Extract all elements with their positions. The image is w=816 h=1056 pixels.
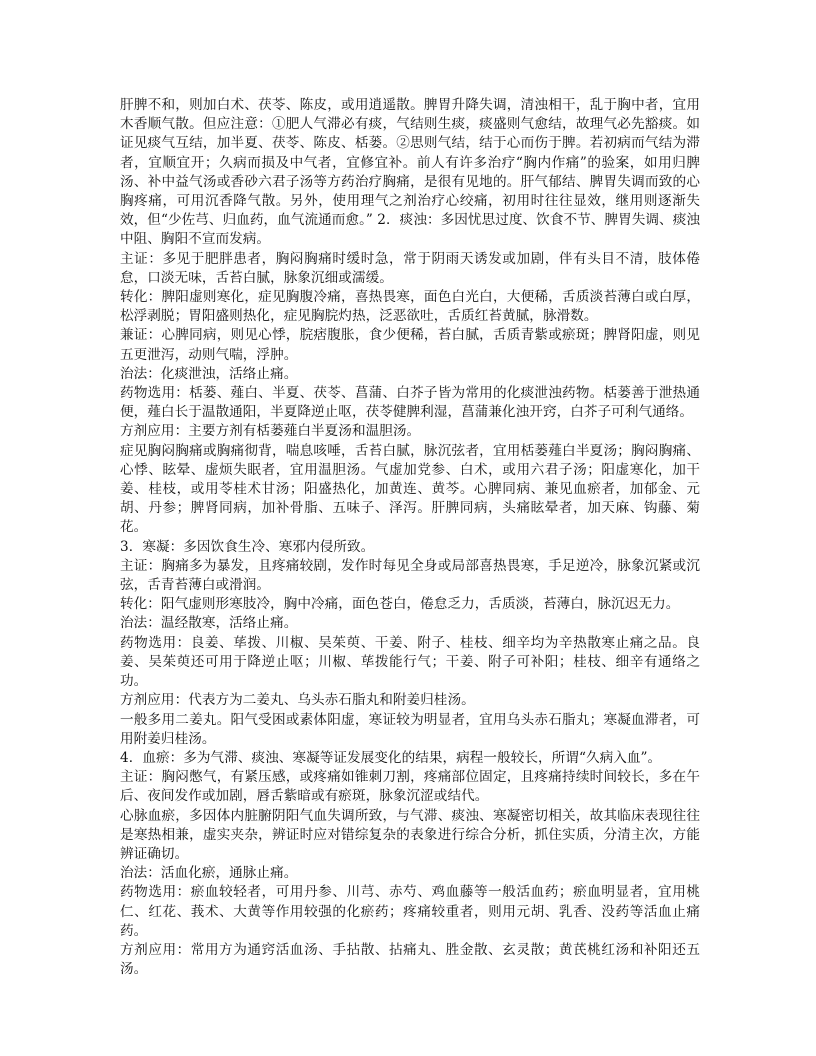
paragraph-phlegm-concurrent: 兼证：心脾同病，则见心悸，脘痞腹胀，食少便稀，苔白腻，舌质青紫或瘀斑；脾肾阳虚，则见五更泄泻，动则气喘，浮肿。 [120,327,700,363]
paragraph-stasis-analysis: 心脉血瘀，多因体内脏腑阴阳气血失调所致，与气滞、痰浊、寒凝密切相关，故其临床表现往往是寒热相兼，虚实夹杂，辨证时应对错综复杂的表象进行综合分析，抓住实质，分清主次，方能辨证确切。 [120,807,700,862]
paragraph-phlegm-transformation: 转化：脾阳虚则寒化，症见胸腹冷痛，喜热畏寒，面色白光白，大便稀，舌质淡苔薄白或白厚，松浮剥脱；胃阳盛则热化，症见胸脘灼热，泛恶欲吐，舌质红苔黄腻，脉滑数。 [120,289,700,325]
paragraph-qi-stagnation-continued: 肝脾不和，则加白术、茯苓、陈皮，或用逍遥散。脾胃升降失调，清浊相干，乱于胸中者，宜用木香顺气散。但应注意：①肥人气滞必有痰，气结则生痰，痰盛则气愈结，故理气必先豁痰。如证见痰气互结，加半夏、茯苓、陈皮、栝蒌。②思则气结，结于心而伤于脾。若初病而气结为滞者，宜顺宜开；久病而损及中气者，宜修宜补。前人有许多治疗“胸内作痛”的验案，如用归脾汤、补中益气汤或香砂六君子汤等方药治疗胸痛，是很有见地的。肝气郁结、脾胃失调而致的心胸疼痛，可用沉香降气散。另外，使用理气之剂治疗心绞痛，初用时往往显效，继用则逐渐失效，但“少佐芎、归血药，血气流通而愈。” 2．痰浊：多因忧思过度、饮食不节、脾胃失调、痰浊中阻、胸阳不宣而发病。 [120,97,700,248]
paragraph-cold-heading: 3．寒凝：多因饮食生冷、寒邪内侵所致。 [120,538,375,555]
paragraph-phlegm-drugs: 药物选用：栝蒌、薤白、半夏、茯苓、菖蒲、白芥子皆为常用的化痰泄浊药物。栝蒌善于泄热通便，薤白长于温散通阳，半夏降逆止呕，茯苓健脾利湿，菖蒲兼化浊开窍，白芥子可利气通络。 [120,385,700,421]
paragraph-phlegm-formula-details: 症见胸闷胸痛或胸痛彻背，喘息咳唾，舌苔白腻，脉沉弦者，宜用栝蒌薤白半夏汤；胸闷胸痛、心悸、眩晕、虚烦失眠者，宜用温胆汤。气虚加党参、白术，或用六君子汤；阳虚寒化，加干姜、桂枝，或用苓桂术甘汤；阳盛热化，加黄连、黄芩。心脾同病、兼见血瘀者，加郁金、元胡、丹参；脾肾同病，加补骨脂、五味子、泽泻。肝脾同病，头痛眩晕者，加天麻、钩藤、菊花。 [120,442,700,536]
paragraph-cold-transformation: 转化：阳气虚则形寒肢冷，胸中冷痛，面色苍白，倦怠乏力，舌质淡，苔薄白，脉沉迟无力。 [120,596,680,613]
paragraph-stasis-drugs: 药物选用：瘀血较轻者，可用丹参、川芎、赤芍、鸡血藤等一般活血药；瘀血明显者，宜用桃仁、红花、莪术、大黄等作用较强的化瘀药；疼痛较重者，则用元胡、乳香、没药等活血止痛药。 [120,884,700,939]
paragraph-cold-formulas: 方剂应用：代表方为二姜丸、乌头赤石脂丸和附姜归桂汤。 [120,692,475,709]
paragraph-cold-formula-details: 一般多用二姜丸。阳气受困或素体阳虚，寒证较为明显者，宜用乌头赤石脂丸；寒凝血滞者，可用附姜归桂汤。 [120,711,700,747]
paragraph-stasis-heading: 4．血瘀：多为气滞、痰浊、寒凝等证发展变化的结果，病程一般较长，所谓“久病入血”。 [120,749,662,766]
paragraph-phlegm-formulas: 方剂应用：主要方剂有栝蒌薤白半夏汤和温胆汤。 [120,423,421,440]
paragraph-stasis-treatment: 治法：活血化瘀，通脉止痛。 [120,865,298,882]
paragraph-stasis-main-symptoms: 主证：胸闷憋气，有紧压感，或疼痛如锥刺刀割，疼痛部位固定，且疼痛持续时间较长，多在午后、夜间发作或加剧，唇舌紫暗或有瘀斑，脉象沉涩或结代。 [120,769,700,805]
paragraph-stasis-formulas: 方剂应用：常用方为通窍活血汤、手拈散、拈痛丸、胜金散、玄灵散；黄芪桃红汤和补阳还五汤。 [120,941,700,978]
paragraph-cold-main-symptoms: 主证：胸痛多为暴发，且疼痛较剧，发作时每见全身或局部喜热畏寒，手足逆冷，脉象沉紧或沉弦，舌青苔薄白或滑润。 [120,557,700,594]
paragraph-cold-drugs: 药物选用：良姜、荜拨、川椒、吴茱萸、干姜、附子、桂枝、细辛均为辛热散寒止痛之品。良姜、吴茱萸还可用于降逆止呕；川椒、荜拨能行气；干姜、附子可补阳；桂枝、细辛有通络之功。 [120,634,700,690]
paragraph-phlegm-main-symptoms: 主证：多见于肥胖患者，胸闷胸痛时缓时急，常于阴雨天诱发或加剧，伴有头目不清，肢体倦怠，口淡无味，舌苔白腻，脉象沉细或濡缓。 [120,250,700,286]
paragraph-phlegm-treatment: 治法：化痰泄浊，活络止痛。 [120,365,298,382]
document-body [120,96,700,979]
paragraph-cold-treatment: 治法：温经散寒，活络止痛。 [120,615,298,632]
